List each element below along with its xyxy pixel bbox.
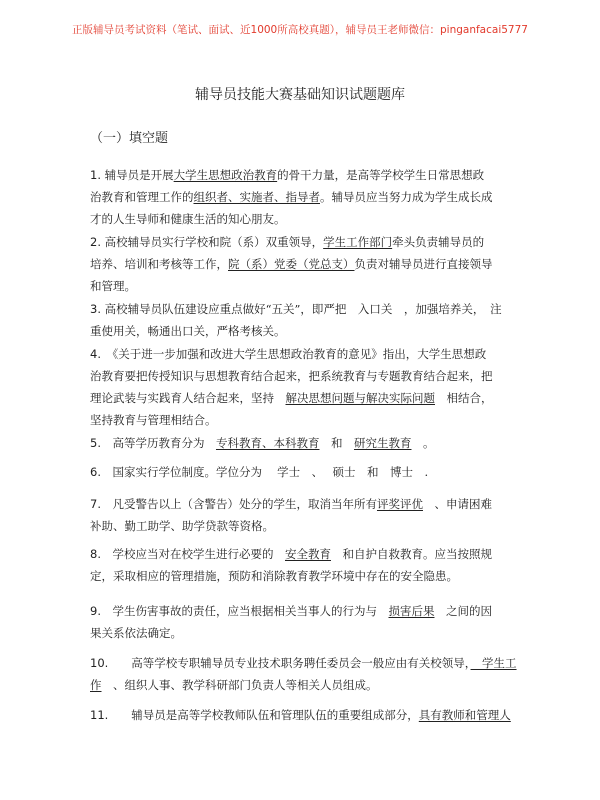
question-6: 6. 国家实行学位制度。学位分为 学士 、 硕士 和 博士 . bbox=[90, 465, 429, 479]
answer-blank: 解决思想问题与解决实际问题 bbox=[285, 391, 435, 405]
question-1: 1. 辅导员是开展大学生思想政治教育的骨干力量，是高等学校学生日常思想政 治教育和管理工作的组织者、实施者、指导者。辅导员应当努力成为学生成长成 才的人生导师和健康生活的知心朋友。 bbox=[90, 168, 493, 226]
question-number: 4. bbox=[90, 347, 101, 361]
question-number: 3. bbox=[90, 302, 101, 316]
section-heading: （一）填空题 bbox=[90, 131, 169, 146]
answer-blank: 损害后果 bbox=[388, 604, 435, 618]
page-title: 辅导员技能大赛基础知识试题题库 bbox=[195, 87, 405, 103]
question-number: 9. bbox=[90, 604, 101, 618]
question-number: 1. bbox=[90, 168, 101, 182]
question-4: 4. 《关于进一步加强和改进大学生思想政治教育的意见》指出，大学生思想政 治教育要把传授知识与思想教育结合起来，把系统教育与专题教育结合起来，把 理论武装与实践育人结合起来，坚持 解决思想问题与解决实际问题 相结合， 坚持教育与管理相结合。 bbox=[90, 347, 493, 427]
answer-blank: 组织者、实施者、指导者 bbox=[193, 190, 320, 204]
answer-blank: 学生工作部门 bbox=[323, 235, 393, 249]
answer-blank: 专科教育、本科教育 bbox=[215, 436, 320, 450]
answer-blank: 评奖评优 bbox=[376, 497, 423, 511]
question-number: 7. bbox=[90, 497, 101, 511]
question-8: 8. 学校应当对在校学生进行必要的 安全教育 和自护自救教育。应当按照规 定，采取相应的管理措施，预防和消除教育教学环境中存在的安全隐患。 bbox=[90, 547, 492, 583]
promo-banner: 正版辅导员考试资料（笔试、面试、近1000所高校真题），辅导员王老师微信：pinganfacai5777 bbox=[72, 24, 528, 36]
question-7: 7. 凡受警告以上（含警告）处分的学生，取消当年所有评奖评优 、申请困难 补助、勤工助学、助学贷款等资格。 bbox=[90, 497, 492, 533]
question-number: 2. bbox=[90, 235, 101, 249]
answer-blank: 院（系）党委（党总支） bbox=[228, 257, 355, 271]
question-number: 5. bbox=[90, 436, 101, 450]
question-11: 11. 辅导员是高等学校教师队伍和管理队伍的重要组成部分，具有教师和管理人 bbox=[90, 708, 511, 722]
question-9: 9. 学生伤害事故的责任，应当根据相关当事人的行为与 损害后果 之间的因 果关系依法确定。 bbox=[90, 604, 492, 640]
answer-blank: 作 bbox=[90, 678, 102, 692]
answer-blank: 具有教师和管理人 bbox=[418, 708, 511, 722]
question-2: 2. 高校辅导员实行学校和院（系）双重领导，学生工作部门牵头负责辅导员的 培养、培训和考核等工作，院（系）党委（党总支）负责对辅导员进行直接领导 和管理。 bbox=[90, 235, 493, 293]
answer-blank: 学生工 bbox=[470, 656, 517, 670]
question-number: 10. bbox=[90, 656, 109, 670]
answer-blank: 安全教育 bbox=[284, 547, 331, 561]
question-5: 5. 高等学历教育分为 专科教育、本科教育 和 研究生教育 。 bbox=[90, 436, 435, 450]
question-number: 8. bbox=[90, 547, 101, 561]
question-number: 11. bbox=[90, 708, 109, 722]
answer-blank: 大学生思想政治教育 bbox=[173, 168, 278, 182]
question-number: 6. bbox=[90, 465, 101, 479]
question-10: 10. 高等学校专职辅导员专业技术职务聘任委员会一般应由有关校领导， 学生工 作 、组织人事、教学科研部门负责人等相关人员组成。 bbox=[90, 656, 517, 692]
question-3: 3. 高校辅导员队伍建设应重点做好“五关”，即严把 入口关 ，加强培养关， 注 重使用关，畅通出口关，严格考核关。 bbox=[90, 302, 502, 338]
answer-blank: 研究生教育 bbox=[353, 436, 412, 450]
